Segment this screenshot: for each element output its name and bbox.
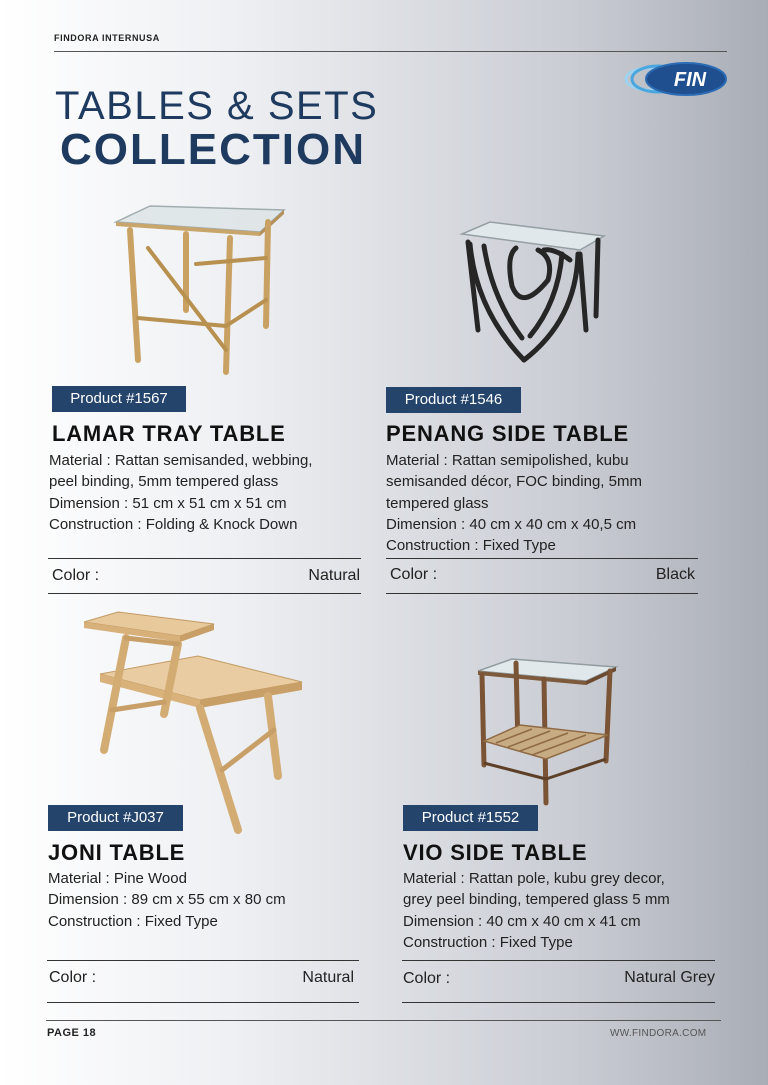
construction-line: Construction : Fixed Type: [48, 912, 218, 930]
page-number: PAGE 18: [47, 1027, 97, 1039]
website-link[interactable]: WW.FINDORA.COM: [610, 1028, 707, 1039]
product-name: LAMAR TRAY TABLE: [52, 421, 286, 446]
product-image-vio: [474, 655, 620, 810]
product-image-penang: [458, 220, 608, 365]
product-name: VIO SIDE TABLE: [403, 840, 588, 865]
product-name: PENANG SIDE TABLE: [386, 421, 629, 446]
product-image-joni: [82, 610, 304, 835]
color-label: Color :: [390, 566, 438, 583]
color-value: Natural: [302, 969, 354, 986]
divider: [402, 1002, 715, 1003]
color-label: Color :: [403, 970, 451, 987]
divider: [48, 593, 361, 594]
dimension-line: Dimension : 51 cm x 51 cm x 51 cm: [49, 494, 287, 512]
material-line-cont: grey peel binding, tempered glass 5 mm: [403, 891, 670, 909]
product-tag: Product #J037: [48, 805, 183, 831]
svg-text:FIN: FIN: [673, 69, 707, 91]
dimension-line: Dimension : 89 cm x 55 cm x 80 cm: [48, 891, 286, 909]
fin-logo: [620, 62, 728, 96]
construction-line: Construction : Fixed Type: [386, 537, 556, 555]
divider: [48, 558, 361, 559]
product-tag: Product #1546: [386, 387, 521, 413]
product-description: [403, 868, 670, 953]
material-line: Material : Rattan pole, kubu grey decor,: [403, 870, 665, 887]
product-image-lamar: [108, 200, 290, 380]
construction-line: Construction : Fixed Type: [403, 933, 573, 951]
product-description: [386, 450, 642, 556]
material-line-cont: peel binding, 5mm tempered glass: [49, 473, 279, 491]
product-tag: Product #1552: [403, 805, 538, 831]
product-description: [48, 868, 286, 932]
divider: [386, 558, 698, 559]
color-value: Black: [655, 566, 695, 583]
footer-divider: [46, 1020, 721, 1021]
material-line: Material : Rattan semipolished, kubu: [386, 452, 629, 469]
material-line-cont: semisanded décor, FOC binding, 5mm: [386, 473, 642, 491]
color-label: Color :: [52, 567, 100, 584]
dimension-line: Dimension : 40 cm x 40 cm x 41 cm: [403, 912, 641, 930]
divider: [402, 960, 715, 961]
page-title-line2: COLLECTION: [60, 125, 366, 174]
material-line: Material : Rattan semisanded, webbing,: [49, 452, 313, 469]
material-line: Material : Pine Wood: [48, 870, 187, 887]
construction-line: Construction : Folding & Knock Down: [49, 515, 298, 533]
product-description: [49, 450, 312, 535]
product-tag: Product #1567: [52, 386, 186, 412]
divider: [47, 960, 359, 961]
company-name: FINDORA INTERNUSA: [54, 33, 160, 43]
material-line-cont: tempered glass: [386, 494, 489, 512]
color-label: Color :: [49, 969, 97, 986]
color-value: Natural Grey: [624, 969, 715, 986]
product-name: JONI TABLE: [48, 840, 186, 865]
page-title-line1: TABLES & SETS: [55, 84, 379, 128]
dimension-line: Dimension : 40 cm x 40 cm x 40,5 cm: [386, 515, 637, 533]
color-value: Natural: [308, 567, 360, 584]
header-divider: [54, 51, 727, 52]
divider: [47, 1002, 359, 1003]
divider: [386, 593, 698, 594]
